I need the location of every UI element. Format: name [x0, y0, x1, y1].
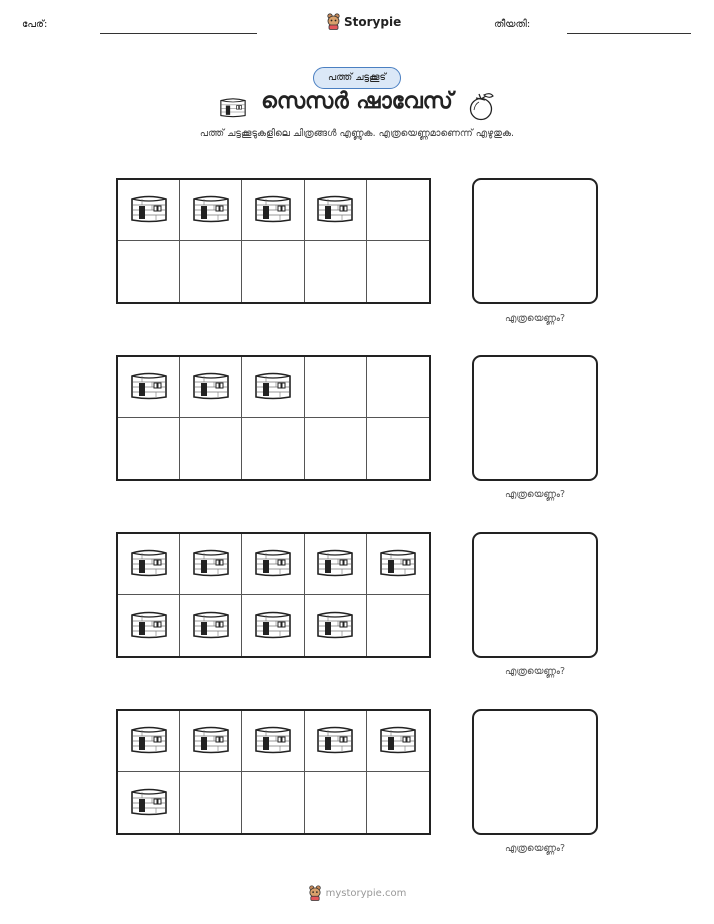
ten-frame-1: [116, 178, 431, 304]
frame-cell: [180, 595, 242, 656]
answer-prompt-3: എത്രയെണ്ണം?: [504, 666, 566, 677]
frame-cell: [180, 534, 242, 595]
frame-cell: [305, 418, 367, 479]
frame-cell: [367, 418, 429, 479]
frame-cell: [305, 595, 367, 656]
frame-cell: [180, 418, 242, 479]
frame-cell: [242, 357, 304, 418]
frame-cell: [180, 180, 242, 241]
frame-cell: [305, 534, 367, 595]
frame-cell: [242, 534, 304, 595]
ten-frame-2: [116, 355, 431, 481]
name-label: പേര്:: [22, 19, 48, 30]
frame-cell: [180, 711, 242, 772]
frame-cell: [367, 595, 429, 656]
brand-logo: [326, 13, 401, 30]
mascot-icon: [326, 13, 341, 30]
adobe-house-icon: [128, 547, 170, 581]
answer-prompt-2: എത്രയെണ്ണം?: [504, 489, 566, 500]
adobe-house-icon: [377, 724, 419, 758]
date-line: [567, 33, 691, 34]
adobe-house-icon: [252, 370, 294, 404]
answer-box-2[interactable]: [472, 355, 598, 481]
frame-cell: [367, 357, 429, 418]
tomato-icon: [466, 90, 498, 122]
instructions: പത്ത് ചട്ടക്കൂടുകളിലെ ചിത്രങ്ങൾ എണ്ണുക. എത്രയെണ്ണമാണെന്ന് എഴുതുക.: [199, 128, 515, 139]
frame-cell: [242, 595, 304, 656]
frame-cell: [305, 772, 367, 833]
answer-prompt-4: എത്രയെണ്ണം?: [504, 843, 566, 854]
frame-cell: [242, 180, 304, 241]
frame-cell: [305, 241, 367, 302]
frame-cell: [367, 711, 429, 772]
frame-cell: [242, 772, 304, 833]
adobe-house-icon: [252, 609, 294, 643]
frame-cell: [180, 241, 242, 302]
adobe-house-icon: [128, 370, 170, 404]
adobe-house-icon: [128, 786, 170, 820]
frame-cell: [367, 241, 429, 302]
frame-cell: [118, 711, 180, 772]
adobe-house-icon: [190, 370, 232, 404]
frame-cell: [180, 772, 242, 833]
adobe-house-icon: [252, 547, 294, 581]
date-label: തീയതി:: [494, 19, 531, 30]
frame-cell: [367, 534, 429, 595]
adobe-house-icon: [252, 724, 294, 758]
frame-cell: [118, 595, 180, 656]
adobe-house-icon: [377, 547, 419, 581]
adobe-house-icon: [252, 193, 294, 227]
frame-cell: [305, 180, 367, 241]
adobe-house-icon: [314, 609, 356, 643]
adobe-house-icon: [128, 724, 170, 758]
frame-cell: [242, 711, 304, 772]
frame-cell: [242, 241, 304, 302]
mascot-icon: [308, 885, 322, 901]
ten-frame-3: [116, 532, 431, 658]
frame-cell: [305, 357, 367, 418]
adobe-house-icon: [190, 547, 232, 581]
page-title: സെസർ ഷാവേസ്: [261, 89, 453, 114]
frame-cell: [367, 772, 429, 833]
frame-cell: [118, 241, 180, 302]
adobe-house-icon: [190, 193, 232, 227]
frame-cell: [118, 180, 180, 241]
frame-cell: [118, 418, 180, 479]
frame-cell: [180, 357, 242, 418]
answer-box-1[interactable]: [472, 178, 598, 304]
adobe-house-icon: [190, 609, 232, 643]
adobe-house-icon: [128, 193, 170, 227]
frame-cell: [118, 357, 180, 418]
adobe-house-icon: [190, 724, 232, 758]
frame-cell: [118, 772, 180, 833]
adobe-house-icon: [128, 609, 170, 643]
answer-box-4[interactable]: [472, 709, 598, 835]
footer: [0, 885, 714, 901]
ten-frame-4: [116, 709, 431, 835]
frame-cell: [305, 711, 367, 772]
name-line: [100, 33, 257, 34]
frame-cell: [118, 534, 180, 595]
adobe-house-icon: [314, 724, 356, 758]
frame-cell: [242, 418, 304, 479]
worksheet-tag: പത്ത് ചട്ടക്കൂട്: [313, 67, 401, 89]
frame-cell: [367, 180, 429, 241]
brand-name: Storypie: [344, 14, 402, 29]
answer-prompt-1: എത്രയെണ്ണം?: [504, 313, 566, 324]
adobe-house-icon: [314, 547, 356, 581]
adobe-house-icon: [314, 193, 356, 227]
answer-box-3[interactable]: [472, 532, 598, 658]
footer-url: mystorypie.com: [325, 887, 407, 899]
